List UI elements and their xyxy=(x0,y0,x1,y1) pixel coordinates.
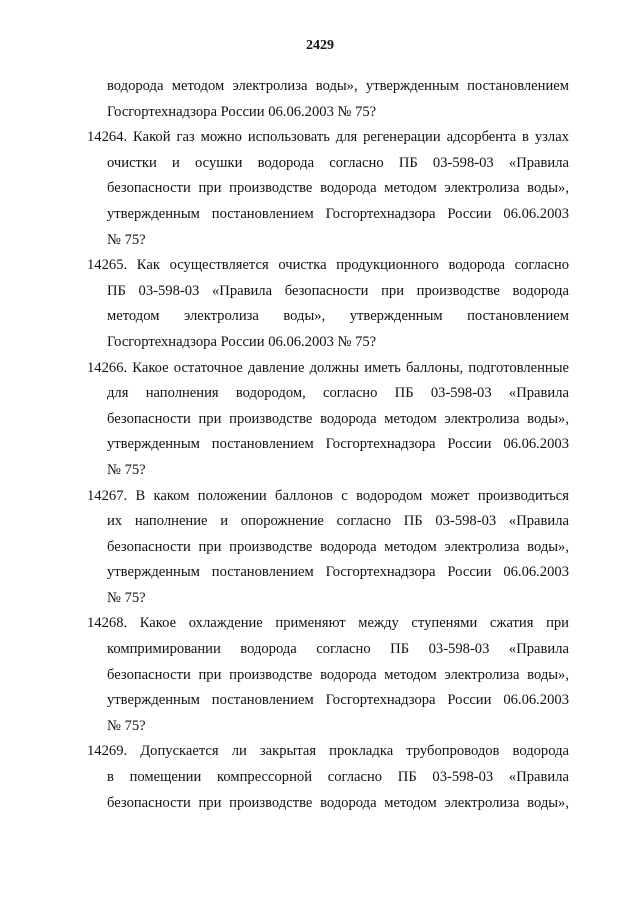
text-line: безопасности при производстве водорода методом электролиза воды», xyxy=(107,410,569,427)
text-line: № 75? xyxy=(107,717,146,734)
text-line: утвержденным постановлением Госгортехнадзора России 06.06.2003 xyxy=(107,692,569,709)
text-line: очистки и осушки водорода согласно ПБ 03-598-03 «Правила xyxy=(107,154,569,171)
question-14265 xyxy=(87,253,569,355)
text-line: утвержденным постановлением Госгортехнадзора России 06.06.2003 xyxy=(107,564,569,581)
text-line: утвержденным постановлением Госгортехнадзора России 06.06.2003 xyxy=(107,436,569,453)
text-line: безопасности при производстве водорода методом электролиза воды», xyxy=(107,180,569,197)
page-content xyxy=(87,74,569,816)
text-line: 14268. Какое охлаждение применяют между ступенями сжатия при xyxy=(87,615,569,632)
text-line: № 75? xyxy=(107,589,146,606)
question-14266 xyxy=(87,356,569,484)
text-line: Госгортехнадзора России 06.06.2003 № 75? xyxy=(107,333,377,350)
text-line: № 75? xyxy=(107,461,146,478)
text-line: методом электролиза воды», утвержденным постановлением xyxy=(107,308,569,325)
text-line: Госгортехнадзора России 06.06.2003 № 75? xyxy=(107,103,377,120)
question-14268 xyxy=(87,611,569,739)
continuation-paragraph xyxy=(87,74,569,125)
page-number: 2429 xyxy=(306,38,334,53)
text-line: ПБ 03-598-03 «Правила безопасности при производстве водорода xyxy=(107,282,569,299)
text-line: 14266. Какое остаточное давление должны иметь баллоны, подготовленные xyxy=(87,359,569,376)
text-line: водорода методом электролиза воды», утвержденным постановлением xyxy=(107,78,569,94)
text-line: компримировании водорода согласно ПБ 03-598-03 «Правила xyxy=(107,641,569,658)
text-line: утвержденным постановлением Госгортехнадзора России 06.06.2003 xyxy=(107,205,569,222)
text-line: 14267. В каком положении баллонов с водородом может производиться xyxy=(87,487,569,504)
question-14267 xyxy=(87,484,569,612)
text-line: их наполнение и опорожнение согласно ПБ 03-598-03 «Правила xyxy=(107,513,569,530)
text-line: безопасности при производстве водорода методом электролиза воды», xyxy=(107,794,569,811)
text-line: 14269. Допускается ли закрытая прокладка трубопроводов водорода xyxy=(87,743,569,760)
text-line: 14265. Как осуществляется очистка продукционного водорода согласно xyxy=(87,257,569,274)
text-line: безопасности при производстве водорода методом электролиза воды», xyxy=(107,666,569,683)
text-line: 14264. Какой газ можно использовать для регенерации адсорбента в узлах xyxy=(87,129,569,146)
text-line: для наполнения водородом, согласно ПБ 03-598-03 «Правила xyxy=(107,385,569,402)
text-line: безопасности при производстве водорода методом электролиза воды», xyxy=(107,538,569,555)
question-14264 xyxy=(87,125,569,253)
text-line: в помещении компрессорной согласно ПБ 03-598-03 «Правила xyxy=(107,769,569,786)
question-14269 xyxy=(87,739,569,816)
text-line: № 75? xyxy=(107,231,146,248)
